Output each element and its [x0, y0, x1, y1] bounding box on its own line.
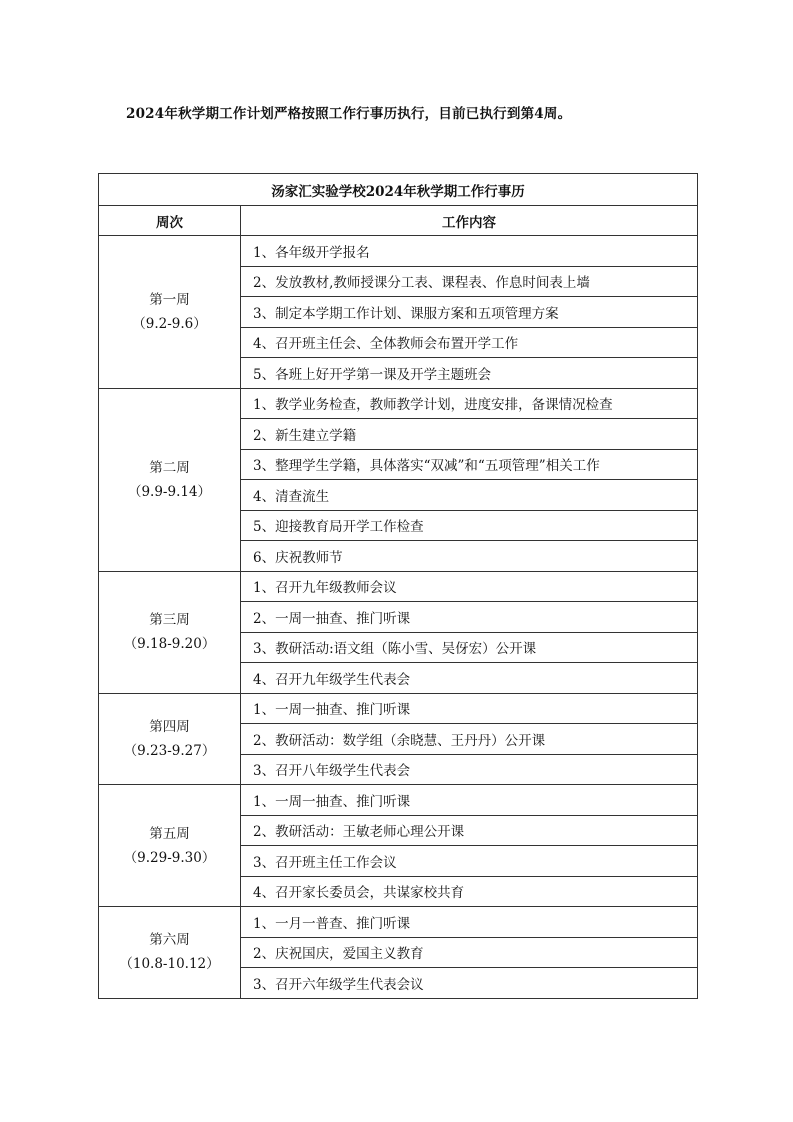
table-row: [99, 785, 698, 816]
week-cell: [99, 388, 241, 571]
work-item: 1、一周一抽查、推门听课: [241, 785, 698, 816]
week-dates: （9.9-9.14）: [127, 483, 212, 500]
work-item: 3、教研活动:语文组（陈小雪、吴伢宏）公开课: [241, 632, 698, 663]
work-item: 2、教研活动：数学组（余晓慧、王丹丹）公开课: [241, 724, 698, 755]
week-dates: （9.2-9.6）: [132, 315, 207, 332]
table-row: [99, 571, 698, 602]
work-item: 6、庆祝教师节: [241, 541, 698, 572]
week-name: 第四周: [149, 718, 190, 735]
work-item: 1、一月一普查、推门听课: [241, 907, 698, 938]
work-item: 1、各年级开学报名: [241, 236, 698, 267]
week-dates: （9.29-9.30）: [123, 849, 216, 866]
schedule-table: [98, 173, 698, 999]
work-item: 4、召开家长委员会，共谋家校共育: [241, 876, 698, 907]
table-row: [99, 236, 698, 267]
header-week: 周次: [99, 206, 241, 236]
week-name: 第六周: [149, 932, 190, 949]
work-item: 1、召开九年级教师会议: [241, 571, 698, 602]
work-item: 4、清查流生: [241, 480, 698, 511]
week-cell: [99, 571, 241, 693]
work-item: 3、制定本学期工作计划、课服方案和五项管理方案: [241, 297, 698, 328]
work-item: 3、召开六年级学生代表会议: [241, 968, 698, 999]
table-title: 汤家汇实验学校2024年秋学期工作行事历: [99, 174, 698, 206]
week-cell: [99, 236, 241, 389]
week-name: 第三周: [149, 612, 190, 628]
week-dates: （9.18-9.20）: [123, 636, 216, 652]
week-cell: [99, 907, 241, 999]
work-item: 3、召开八年级学生代表会: [241, 754, 698, 785]
table-row: [99, 388, 698, 419]
table-row: [99, 693, 698, 724]
table-row: [99, 907, 698, 938]
work-item: 2、一周一抽查、推门听课: [241, 602, 698, 633]
intro-text: 2024年秋学期工作计划严格按照工作行事历执行，目前已执行到第4周。: [126, 106, 572, 122]
week-cell: [99, 693, 241, 785]
work-item: 4、召开班主任会、全体教师会布置开学工作: [241, 327, 698, 358]
work-item: 2、发放教材,教师授课分工表、课程表、作息时间表上墙: [241, 266, 698, 297]
work-item: 1、教学业务检查，教师教学计划，进度安排，备课情况检查: [241, 388, 698, 419]
week-name: 第一周: [149, 291, 190, 308]
work-item: 2、教研活动：王敏老师心理公开课: [241, 815, 698, 846]
work-item: 4、召开九年级学生代表会: [241, 663, 698, 694]
work-item: 3、整理学生学籍，具体落实“双减”和“五项管理”相关工作: [241, 449, 698, 480]
work-item: 3、召开班主任工作会议: [241, 846, 698, 877]
week-dates: （10.8-10.12）: [119, 956, 220, 973]
header-content: 工作内容: [241, 206, 698, 236]
week-cell: [99, 785, 241, 907]
work-item: 2、新生建立学籍: [241, 419, 698, 450]
work-item: 1、一周一抽查、推门听课: [241, 693, 698, 724]
work-item: 5、各班上好开学第一课及开学主题班会: [241, 358, 698, 389]
week-name: 第二周: [149, 459, 190, 476]
table-title-row: [99, 174, 698, 206]
work-item: 2、庆祝国庆，爱国主义教育: [241, 937, 698, 968]
work-item: 5、迎接教育局开学工作检查: [241, 510, 698, 541]
week-dates: （9.23-9.27）: [123, 742, 216, 759]
table-header-row: [99, 206, 698, 236]
week-name: 第五周: [149, 825, 190, 842]
